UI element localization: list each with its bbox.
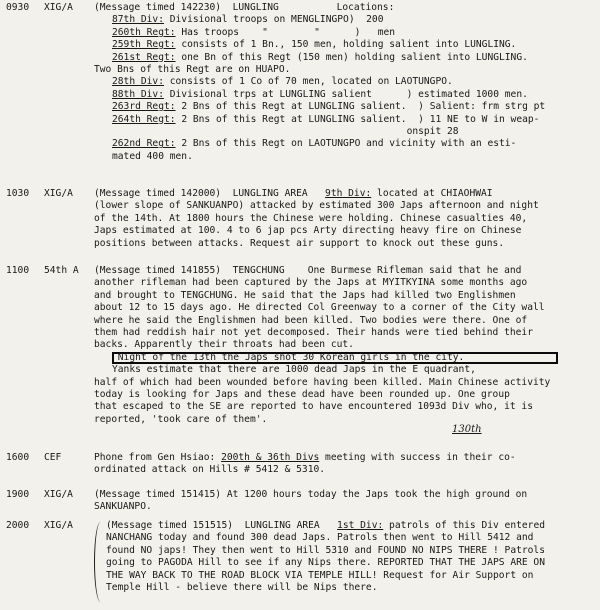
log-entry: [0, 520, 600, 598]
entry-line: [94, 64, 290, 76]
text-segment: Yanks estimate that there are 1000 dead Japs in the E quadrant,: [112, 364, 476, 376]
entry-line: [112, 138, 516, 150]
entry-line: [106, 532, 533, 544]
entry-line: [94, 265, 521, 277]
entry-line: [94, 238, 504, 250]
unit-label: 1st Div:: [337, 520, 384, 531]
text-segment: SANKUANPO.: [94, 501, 152, 513]
entry-line: [94, 225, 521, 237]
text-segment: (Message timed 142230) LUNGLING Locations:: [94, 2, 395, 13]
text-segment: THE WAY BACK TO THE ROAD BLOCK VIA TEMPLE HILL! Request for Air Support on: [106, 569, 534, 581]
entry-line: [112, 52, 528, 64]
entry-line: [94, 277, 527, 289]
text-segment: located at CHIAOHWAI: [371, 188, 493, 199]
entry-line: [112, 114, 539, 126]
text-segment: that escaped to the SE are reported to have encountered 1093d Div who, it is: [94, 401, 533, 413]
log-entry: [0, 188, 600, 254]
text-segment: ordinated attack on Hills # 5412 & 5310.: [94, 464, 326, 476]
entry-line: [94, 464, 325, 476]
text-segment: positions between attacks. Request air support to knock out these guns.: [94, 237, 505, 249]
unit-label: 260th Regt:: [112, 26, 176, 38]
entry-line: [94, 213, 527, 225]
text-segment: mated 400 men.: [112, 150, 193, 162]
entry-line: [112, 126, 459, 138]
unit-label: 259th Regt:: [112, 39, 176, 51]
text-segment: going to PAGODA Hill to see if any Nips there. REPORTED THAT THE JAPS ARE ON: [106, 557, 545, 569]
entry-line: [112, 27, 395, 39]
text-segment: patrols of this Div entered: [383, 520, 545, 531]
unit-label: 87th Div:: [112, 14, 164, 26]
entry-line: [94, 302, 545, 314]
text-segment: today is looking for Japs and these dead have been rounded up. One group: [94, 389, 510, 400]
entry-line: [112, 364, 476, 376]
entry-source: XIG/A: [44, 520, 73, 531]
unit-label: 28th Div:: [112, 76, 164, 88]
text-segment: them had reddish hair not yet decomposed. Their hands were tied behind their: [94, 327, 533, 338]
entry-line: [106, 557, 545, 569]
text-segment: 2 Bns of this Regt on LAOTUNGPO and vicinity with an esti-: [175, 138, 517, 150]
text-segment: consists of 1 Bn., 150 men, holding salient into LUNGLING.: [175, 39, 517, 51]
unit-label: 263rd Regt:: [112, 101, 176, 113]
handwritten-note: 130th: [452, 424, 482, 436]
entry-line: [112, 151, 193, 163]
entry-time: 1030: [6, 188, 30, 199]
text-segment: Has troops " " ) men: [175, 26, 396, 38]
unit-label: 88th Div:: [112, 88, 164, 100]
log-entry: [0, 2, 600, 167]
entry-line: [106, 520, 545, 532]
unit-label: 261st Regt:: [112, 51, 176, 63]
text-segment: of the 14th. At 1800 hours the Chinese were holding. Chinese casualties 40,: [94, 212, 528, 224]
log-entry: [0, 452, 600, 481]
text-segment: 2 Bns of this Regt at LUNGLING salient. ) Salient: frm strg pt: [175, 101, 546, 113]
entry-line: [94, 501, 152, 513]
text-segment: 2 Bns of this Regt at LUNGLING salient. ) 11 NE to W in weap-: [175, 113, 540, 125]
entry-line: [94, 452, 516, 464]
text-segment: (Message timed 142000) LUNGLING AREA: [94, 188, 326, 199]
entry-line: [106, 570, 533, 582]
unit-label: 9th Div:: [325, 188, 372, 199]
entry-line: [94, 315, 527, 327]
text-segment: found NO japs! They then went to Hill 5310 and FOUND NO NIPS THERE ! Patrols: [106, 544, 545, 556]
entry-line: [106, 582, 377, 594]
entry-line: [94, 2, 394, 14]
entry-line: [106, 545, 545, 557]
entry-line: [94, 414, 267, 426]
text-segment: (Message timed 151515) LUNGLING AREA: [106, 520, 338, 531]
entry-line: [112, 76, 453, 88]
entry-line: [94, 377, 550, 389]
text-segment: Two Bns of this Regt are on HUAPO.: [94, 64, 291, 75]
entry-time: 1600: [6, 452, 30, 463]
text-segment: consists of 1 Co of 70 men, located on LAOTUNGPO.: [163, 76, 453, 88]
text-segment: about 12 to 15 days ago. He directed Col Greenway to a corner of the City wall: [94, 302, 545, 314]
text-segment: (lower slope of SANKUANPO) attacked by estimated 300 Japs afternoon and night: [94, 200, 539, 212]
text-segment: another rifleman had been captured by the Japs at MYITKYINA some months ago: [94, 277, 528, 289]
entry-line: [94, 339, 354, 351]
entry-line: [112, 101, 545, 113]
entry-line: [94, 327, 533, 339]
entry-line: [94, 389, 510, 401]
entry-source: XIG/A: [44, 2, 73, 13]
boxed-line: [112, 352, 464, 364]
entry-line: [94, 200, 539, 212]
entry-source: XIG/A: [44, 188, 73, 199]
text-segment: where he said the Englishmen had been killed. Two bodies were there. One of: [94, 314, 528, 326]
log-entry: [0, 265, 600, 436]
text-segment: and brought to TENGCHUNG. He said that the Japs had killed two Englishmen: [94, 289, 516, 301]
unit-label: 264th Regt:: [112, 113, 176, 125]
entry-line: [112, 89, 528, 101]
unit-label: 262nd Regt:: [112, 138, 176, 150]
text-segment: Divisional troops on MENGLINGPO) 200: [163, 14, 384, 26]
text-segment: onspit 28: [112, 126, 459, 137]
entry-time: 2000: [6, 520, 30, 531]
text-segment: one Bn of this Regt (150 men) holding salient into LUNGLING.: [175, 51, 528, 63]
entry-line: [112, 14, 383, 26]
text-segment: Temple Hill - believe there will be Nips there.: [106, 582, 378, 593]
text-segment: NANCHANG today and found 300 dead Japs. Patrols then went to Hill 5412 and: [106, 532, 534, 544]
text-segment: Night of the 13th the Japs shot 30 Korean girls in the city.: [112, 351, 465, 363]
entry-line: [94, 188, 493, 200]
text-segment: meeting with success in their co-: [319, 452, 516, 463]
entry-time: 1900: [6, 489, 30, 500]
entry-source: CEF: [44, 452, 62, 463]
entry-source: 54th A: [44, 265, 79, 276]
entry-line: [94, 489, 527, 501]
unit-label: 200th & 36th Divs: [221, 452, 320, 463]
text-segment: reported, 'took care of them'.: [94, 413, 268, 425]
text-segment: backs. Apparently their throats had been cut.: [94, 339, 354, 351]
entry-line: [94, 290, 516, 302]
text-segment: half of which had been wounded before having been killed. Main Chinese activity: [94, 376, 551, 388]
entry-time: 0930: [6, 2, 30, 13]
text-segment: Divisional trps at LUNGLING salient ) estimated 1000 men.: [163, 88, 528, 100]
entry-line: [112, 39, 516, 51]
text-segment: Phone from Gen Hsiao:: [94, 452, 222, 463]
entry-line: [94, 401, 533, 413]
log-entry: [0, 489, 600, 518]
entry-time: 1100: [6, 265, 30, 276]
text-segment: (Message timed 151415) At 1200 hours today the Japs took the high ground on: [94, 489, 528, 500]
entry-source: XIG/A: [44, 489, 73, 500]
text-segment: Japs estimated at 100. 4 to 6 jap pcs Arty directing heavy fire on Chinese: [94, 225, 522, 237]
text-segment: (Message timed 141855) TENGCHUNG One Burmese Rifleman said that he and: [94, 265, 522, 276]
